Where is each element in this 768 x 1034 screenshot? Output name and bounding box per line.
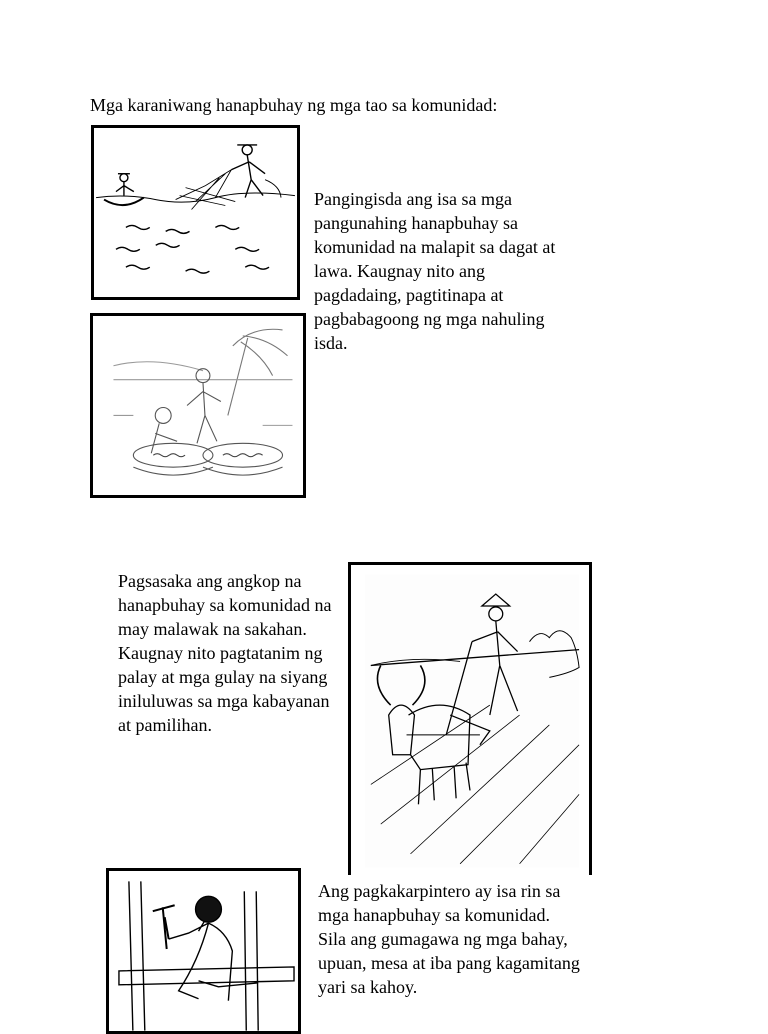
page-heading: Mga karaniwang hanapbuhay ng mga tao sa komunidad: (90, 95, 498, 115)
carpentry-illustration (106, 868, 301, 1034)
farming-paragraph: Pagsasaka ang angkop na hanapbuhay sa komunidad na may malawak na sakahan. Kaugnay nito pagtatanim ng palay at mga gulay na siyang iniluluwas sa mga kabayanan at pamilihan. (118, 571, 332, 735)
fish-drying-illustration (90, 313, 306, 498)
farming-illustration (348, 562, 592, 875)
fishing-paragraph: Pangingisda ang isa sa mga pangunahing hanapbuhay sa komunidad na malapit sa dagat at lawa. Kaugnay nito ang pagdadaing, pagtitinapa at pagbabagoong ng mga nahuling isda. (314, 189, 556, 353)
carpentry-paragraph: Ang pagkakarpintero ay isa rin sa mga hanapbuhay sa komunidad. Sila ang gumagawa ng mga bahay, upuan, mesa at iba pang kagamitang yari sa kahoy. (318, 881, 580, 997)
fishing-illustration (91, 125, 300, 300)
